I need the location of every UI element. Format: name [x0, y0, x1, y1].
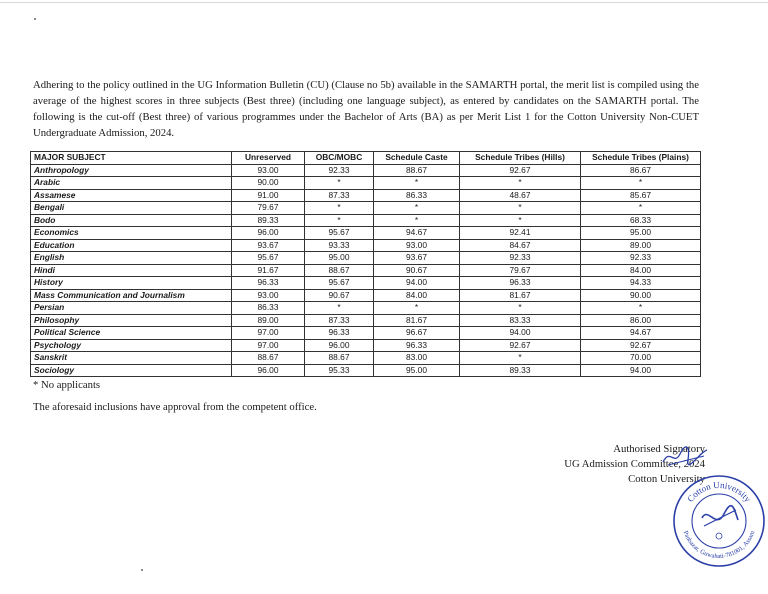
cutoff-cell: 84.00	[581, 264, 701, 277]
cutoff-cell: 81.67	[460, 289, 581, 302]
cutoff-cell: 83.33	[460, 314, 581, 327]
cutoff-cell: *	[374, 302, 460, 315]
cutoff-cell: 93.00	[232, 289, 305, 302]
university-name: Cotton University	[628, 473, 705, 485]
cutoff-cell: 96.33	[460, 277, 581, 290]
cutoff-table	[30, 151, 701, 377]
footnote: * No applicants	[33, 379, 101, 391]
cutoff-cell: 85.67	[581, 189, 701, 202]
cutoff-cell: 87.33	[305, 314, 374, 327]
table-row	[31, 352, 701, 365]
subject-cell: Anthropology	[31, 164, 232, 177]
cutoff-cell: *	[581, 202, 701, 215]
subject-cell: Political Science	[31, 327, 232, 340]
cutoff-cell: *	[305, 302, 374, 315]
stamp-bottom-text: Panbazar, Guwahati-781001, Assam	[681, 529, 757, 561]
cutoff-cell: 95.67	[232, 252, 305, 265]
column-header-st-hills: Schedule Tribes (Hills)	[460, 152, 581, 165]
cutoff-cell: *	[460, 352, 581, 365]
subject-cell: Arabic	[31, 177, 232, 190]
table-row	[31, 189, 701, 202]
cutoff-cell: 86.33	[374, 189, 460, 202]
cutoff-cell: 83.00	[374, 352, 460, 365]
cutoff-cell: 92.33	[460, 252, 581, 265]
cutoff-cell: 87.33	[305, 189, 374, 202]
cutoff-cell: 91.67	[232, 264, 305, 277]
cutoff-cell: 93.33	[305, 239, 374, 252]
table-row	[31, 314, 701, 327]
subject-cell: Mass Communication and Journalism	[31, 289, 232, 302]
cutoff-cell: 92.41	[460, 227, 581, 240]
cutoff-cell: 88.67	[305, 264, 374, 277]
cutoff-cell: 84.00	[374, 289, 460, 302]
subject-cell: Sociology	[31, 364, 232, 377]
subject-cell: Psychology	[31, 339, 232, 352]
subject-cell: Bodo	[31, 214, 232, 227]
cutoff-cell: 92.67	[460, 164, 581, 177]
table-row	[31, 264, 701, 277]
cutoff-cell: 97.00	[232, 339, 305, 352]
table-row	[31, 327, 701, 340]
cutoff-cell: 89.00	[232, 314, 305, 327]
table-row	[31, 177, 701, 190]
subject-cell: Philosophy	[31, 314, 232, 327]
cutoff-cell: 92.33	[581, 252, 701, 265]
cutoff-cell: 90.00	[581, 289, 701, 302]
cutoff-cell: 94.00	[581, 364, 701, 377]
subject-cell: Bengali	[31, 202, 232, 215]
column-header-unreserved: Unreserved	[232, 152, 305, 165]
table-row	[31, 289, 701, 302]
cutoff-cell: 95.33	[305, 364, 374, 377]
cutoff-cell: 70.00	[581, 352, 701, 365]
cutoff-cell: 96.00	[232, 227, 305, 240]
table-row	[31, 227, 701, 240]
cutoff-cell: 93.67	[232, 239, 305, 252]
cutoff-cell: 88.67	[305, 352, 374, 365]
cutoff-cell: 94.00	[460, 327, 581, 340]
cutoff-cell: *	[460, 302, 581, 315]
cutoff-cell: 96.00	[232, 364, 305, 377]
cutoff-cell: 96.33	[232, 277, 305, 290]
cutoff-cell: 94.00	[374, 277, 460, 290]
table-header-row	[31, 152, 701, 165]
table-row	[31, 277, 701, 290]
column-header-obc-mobc: OBC/MOBC	[305, 152, 374, 165]
cutoff-cell: 81.67	[374, 314, 460, 327]
cutoff-cell: 86.00	[581, 314, 701, 327]
cutoff-cell: *	[374, 214, 460, 227]
cutoff-cell: 90.67	[305, 289, 374, 302]
cutoff-cell: 90.00	[232, 177, 305, 190]
cutoff-cell: *	[374, 202, 460, 215]
subject-cell: History	[31, 277, 232, 290]
table-row	[31, 252, 701, 265]
intro-paragraph: Adhering to the policy outlined in the UG Information Bulletin (CU) (Clause no 5b) available in the SAMARTH portal, the merit list is compiled using the average of the highest scores in three subjects (Best three) (including one language subject), as entered by candidates on the SAMARTH portal. The following is the cut-off (Best three) of various programmes under the Bachelor of Arts (BA) as per Merit List 1 for the Cotton University Non-CUET Undergraduate Admission, 2024.	[33, 78, 699, 140]
cutoff-cell: *	[460, 177, 581, 190]
table-row	[31, 214, 701, 227]
subject-cell: Persian	[31, 302, 232, 315]
cutoff-cell: 89.33	[460, 364, 581, 377]
column-header-sc: Schedule Caste	[374, 152, 460, 165]
table-row	[31, 339, 701, 352]
subject-cell: Hindi	[31, 264, 232, 277]
university-seal-stamp	[672, 474, 766, 568]
cutoff-cell: 96.33	[374, 339, 460, 352]
cutoff-cell: 93.00	[232, 164, 305, 177]
column-header-st-plains: Schedule Tribes (Plains)	[581, 152, 701, 165]
cutoff-cell: 79.67	[460, 264, 581, 277]
cutoff-cell: 88.67	[374, 164, 460, 177]
cutoff-cell: *	[460, 214, 581, 227]
cutoff-cell: 92.67	[460, 339, 581, 352]
signatory-title: Authorised Signatory	[613, 443, 705, 455]
table-body	[31, 164, 701, 377]
cutoff-cell: 79.67	[232, 202, 305, 215]
cutoff-cell: *	[305, 202, 374, 215]
cutoff-cell: 93.00	[374, 239, 460, 252]
cutoff-cell: 92.67	[581, 339, 701, 352]
cutoff-cell: 91.00	[232, 189, 305, 202]
cutoff-cell: 96.00	[305, 339, 374, 352]
cutoff-cell: *	[460, 202, 581, 215]
cutoff-cell: 96.67	[374, 327, 460, 340]
cutoff-cell: 95.67	[305, 227, 374, 240]
cutoff-cell: 94.33	[581, 277, 701, 290]
cutoff-cell: 95.00	[305, 252, 374, 265]
cutoff-cell: 89.33	[232, 214, 305, 227]
cutoff-cell: 48.67	[460, 189, 581, 202]
committee-name: UG Admission Committee, 2024	[564, 458, 705, 470]
stamp-top-text: Cotton University	[685, 479, 753, 504]
handwritten-signature	[660, 444, 710, 468]
cutoff-cell: *	[581, 177, 701, 190]
subject-cell: Education	[31, 239, 232, 252]
cutoff-cell: 97.00	[232, 327, 305, 340]
subject-cell: English	[31, 252, 232, 265]
cutoff-cell: 94.67	[374, 227, 460, 240]
cutoff-cell: 68.33	[581, 214, 701, 227]
table-row	[31, 364, 701, 377]
subject-cell: Economics	[31, 227, 232, 240]
cutoff-cell: *	[581, 302, 701, 315]
cutoff-cell: *	[374, 177, 460, 190]
cutoff-cell: 95.00	[374, 364, 460, 377]
cutoff-cell: 95.00	[581, 227, 701, 240]
scan-speck	[34, 18, 36, 20]
cutoff-cell: 93.67	[374, 252, 460, 265]
approval-note: The aforesaid inclusions have approval from the competent office.	[33, 401, 317, 413]
cutoff-cell: 92.33	[305, 164, 374, 177]
stamp-emblem-icon	[716, 533, 722, 539]
table-row	[31, 164, 701, 177]
cutoff-cell: 86.33	[232, 302, 305, 315]
cutoff-cell: 84.67	[460, 239, 581, 252]
subject-cell: Assamese	[31, 189, 232, 202]
cutoff-cell: *	[305, 214, 374, 227]
table-row	[31, 239, 701, 252]
cutoff-cell: 94.67	[581, 327, 701, 340]
cutoff-cell: 95.67	[305, 277, 374, 290]
cutoff-cell: 88.67	[232, 352, 305, 365]
cutoff-cell: 86.67	[581, 164, 701, 177]
cutoff-cell: 89.00	[581, 239, 701, 252]
scan-speck	[141, 569, 143, 571]
table-row	[31, 302, 701, 315]
subject-cell: Sanskrit	[31, 352, 232, 365]
cutoff-cell: 90.67	[374, 264, 460, 277]
column-header-subject: MAJOR SUBJECT	[31, 152, 232, 165]
cutoff-cell: *	[305, 177, 374, 190]
top-edge-line	[0, 2, 768, 3]
cutoff-cell: 96.33	[305, 327, 374, 340]
table-row	[31, 202, 701, 215]
